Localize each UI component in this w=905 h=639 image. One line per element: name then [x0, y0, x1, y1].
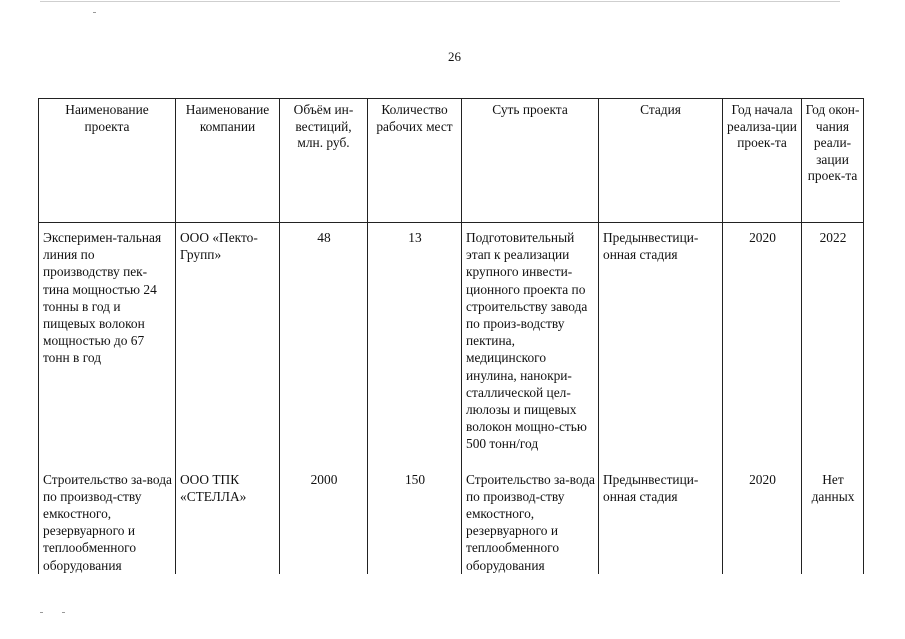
cell-project-name: Эксперимен-тальная линия по производству пек-тина мощностью 24 тонны в год и пищевых волокон мощностью до 67 тонн в год — [39, 223, 176, 453]
cell-stage: Предынвестици-онная стадия — [599, 453, 723, 574]
cell-company-name: ООО ТПК «СТЕЛЛА» — [176, 453, 280, 574]
cell-stage: Предынвестици-онная стадия — [599, 223, 723, 453]
header-jobs: Количество рабочих мест — [368, 99, 462, 223]
top-scan-rule — [40, 1, 840, 2]
table-row — [39, 453, 864, 574]
page-number: 26 — [448, 49, 461, 64]
cell-jobs: 150 — [368, 453, 462, 574]
header-project-name: Наименование проекта — [39, 99, 176, 223]
cell-project-name: Строительство за-вода по производ-ству емкостного, резервуарного и теплообменного оборудования — [39, 453, 176, 574]
cell-jobs: 13 — [368, 223, 462, 453]
header-row — [39, 99, 864, 223]
table-row — [39, 223, 864, 453]
header-company-name: Наименование компании — [176, 99, 280, 223]
cell-investment: 48 — [280, 223, 368, 453]
header-investment: Объём ин-вестиций, млн. руб. — [280, 99, 368, 223]
header-start-year: Год начала реализа-ции проек-та — [723, 99, 802, 223]
cell-essence: Подготовительный этап к реализации крупного инвести-ционного проекта по строительству завода по произ-водству пектина, медицинского инулина, нанокри-сталлической цел-люлозы и пищевых волокон мощно-стью 500 тонн/год — [462, 223, 599, 453]
cell-start-year: 2020 — [723, 223, 802, 453]
header-essence: Суть проекта — [462, 99, 599, 223]
scan-speck — [40, 612, 43, 613]
header-end-year: Год окон-чания реали-зации проек-та — [802, 99, 864, 223]
cell-end-year: 2022 — [802, 223, 864, 453]
cell-end-year: Нет данных — [802, 453, 864, 574]
scan-speck — [62, 612, 65, 613]
header-stage: Стадия — [599, 99, 723, 223]
projects-table — [38, 98, 864, 574]
cell-company-name: ООО «Пекто-Групп» — [176, 223, 280, 453]
cell-essence: Строительство за-вода по производ-ству емкостного, резервуарного и теплообменного оборудования — [462, 453, 599, 574]
cell-investment: 2000 — [280, 453, 368, 574]
cell-start-year: 2020 — [723, 453, 802, 574]
scan-speck — [93, 12, 96, 13]
